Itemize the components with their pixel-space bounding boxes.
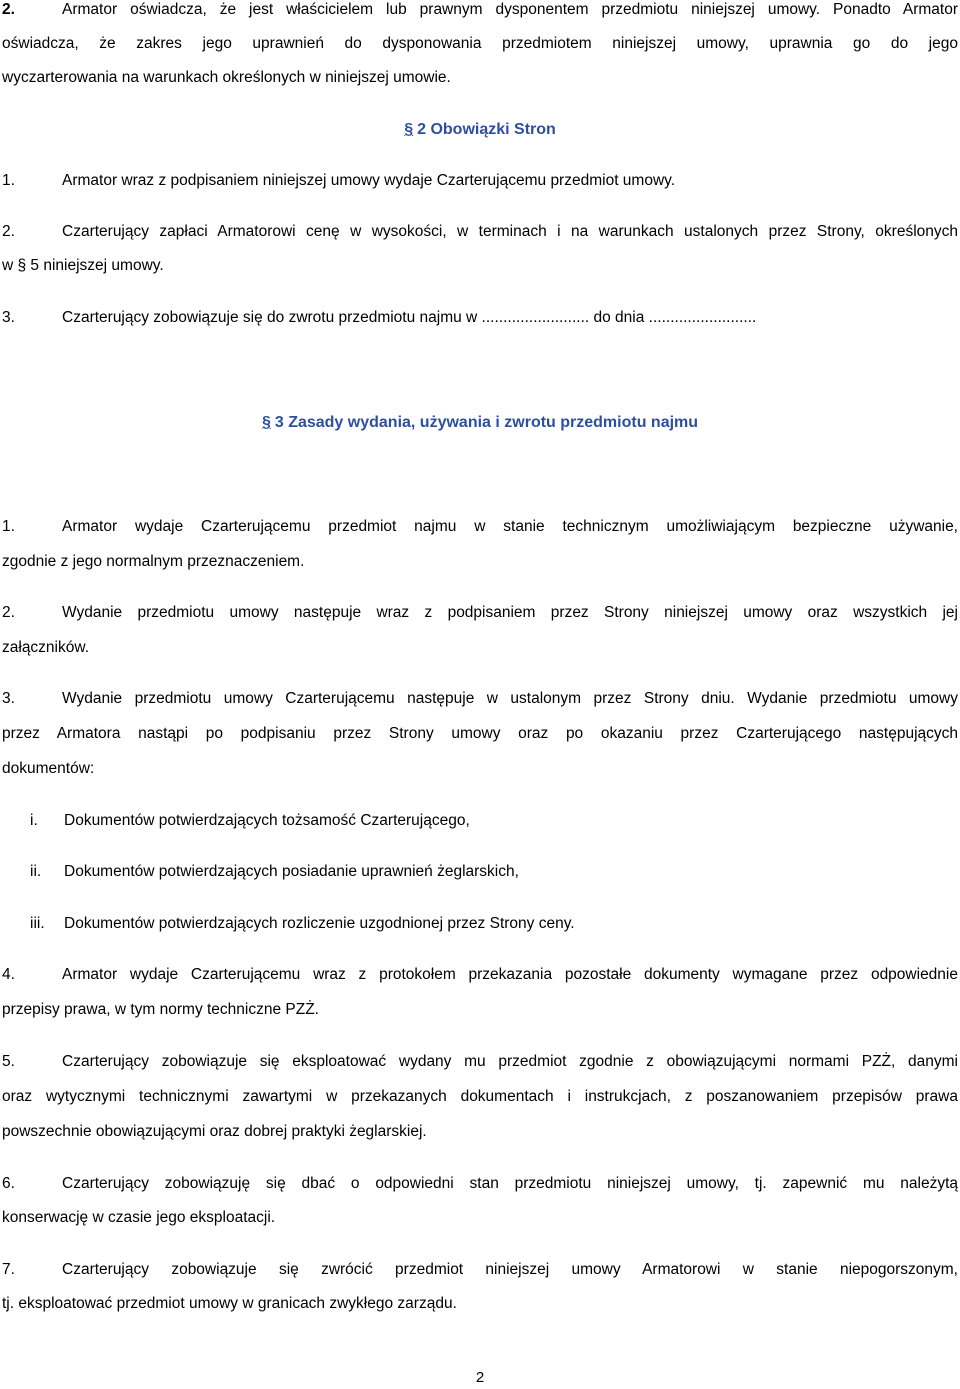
- document-item: iii. Dokumentów potwierdzających rozliczenie uzgodnionej przez Strony ceny.: [30, 915, 575, 932]
- s3-item-1-cont: zgodnie z jego normalnym przeznaczeniem.: [2, 553, 305, 570]
- s3-item-5-cont-2: powszechnie obowiązującymi oraz dobrej praktyki żeglarskiej.: [2, 1123, 427, 1140]
- intro-line-2: oświadcza, że zakres jego uprawnień do dysponowania przedmiotem niniejszej umowy, uprawnia go do jego: [2, 35, 958, 52]
- s3-item-5-cont: oraz wytycznymi technicznymi zawartymi w przekazanych dokumentach i instrukcjach, z poszanowaniem przepisów prawa: [2, 1088, 958, 1105]
- page-number: 2: [475, 1369, 485, 1386]
- section-2-heading: [0, 118, 960, 142]
- s3-item-3: 3. Wydanie przedmiotu umowy Czarterującemu następuje w ustalonym przez Strony dniu. Wydanie przedmiotu umowy: [2, 690, 958, 707]
- s2-item-3: 3. Czarterujący zobowiązuje się do zwrotu przedmiotu najmu w ......................... do dnia .........................: [2, 309, 757, 326]
- s2-item-1: 1. Armator wraz z podpisaniem niniejszej umowy wydaje Czarterującemu przedmiot umowy.: [2, 172, 676, 189]
- section-2-title: 2 Obowiązki Stron: [417, 121, 556, 138]
- s3-item-7-cont: tj. eksploatować przedmiot umowy w granicach zwykłego zarządu.: [2, 1295, 457, 1312]
- s3-item-6: 6. Czarterujący zobowiązuję się dbać o odpowiedni stan przedmiotu niniejszej umowy, tj. zapewnić mu należytą: [2, 1175, 958, 1192]
- s2-item-2-cont: w § 5 niniejszej umowy.: [2, 257, 164, 274]
- document-item: ii. Dokumentów potwierdzających posiadanie uprawnień żeglarskich,: [30, 863, 519, 880]
- s3-item-1: 1. Armator wydaje Czarterującemu przedmiot najmu w stanie technicznym umożliwiającym bezpieczne używanie,: [2, 518, 958, 535]
- s3-item-7: 7. Czarterujący zobowiązuje się zwrócić przedmiot niniejszej umowy Armatorowi w stanie niepogorszonym,: [2, 1261, 958, 1278]
- intro-number: 2.: [2, 1, 15, 18]
- s3-item-2: 2. Wydanie przedmiotu umowy następuje wraz z podpisaniem przez Strony niniejszej umowy oraz wszystkich jej: [2, 604, 958, 621]
- s3-item-5: 5. Czarterujący zobowiązuje się eksploatować wydany mu przedmiot zgodnie z obowiązującymi normami PZŻ, danymi: [2, 1053, 958, 1070]
- section-3-title: 3 Zasady wydania, używania i zwrotu przedmiotu najmu: [274, 414, 699, 431]
- section-symbol: §: [261, 414, 271, 431]
- intro-line-1: 2. Armator oświadcza, że jest właścicielem lub prawnym dysponentem przedmiotu niniejszej umowy. Ponadto Armator: [2, 0, 958, 27]
- s3-item-4-cont: przepisy prawa, w tym normy techniczne PZŻ.: [2, 1001, 319, 1018]
- intro-line-3: wyczarterowania na warunkach określonych w niniejszej umowie.: [2, 69, 451, 86]
- s2-item-2: 2. Czarterujący zapłaci Armatorowi cenę w wysokości, w terminach i na warunkach ustalonych przez Strony, określonych: [2, 223, 958, 240]
- s3-item-3-cont-2: dokumentów:: [2, 760, 95, 777]
- document-item: i. Dokumentów potwierdzających tożsamość Czarterującego,: [30, 812, 470, 829]
- section-symbol: §: [404, 121, 414, 138]
- s3-item-6-cont: konserwację w czasie jego eksploatacji.: [2, 1209, 276, 1226]
- section-3-heading: [0, 411, 960, 435]
- s3-item-3-cont: przez Armatora nastąpi po podpisaniu przez Strony umowy oraz po okazaniu przez Czarterującego następujących: [2, 725, 958, 742]
- s3-item-2-cont: załączników.: [2, 639, 90, 656]
- s3-item-4: 4. Armator wydaje Czarterującemu wraz z protokołem przekazania pozostałe dokumenty wymagane przez odpowiednie: [2, 966, 958, 983]
